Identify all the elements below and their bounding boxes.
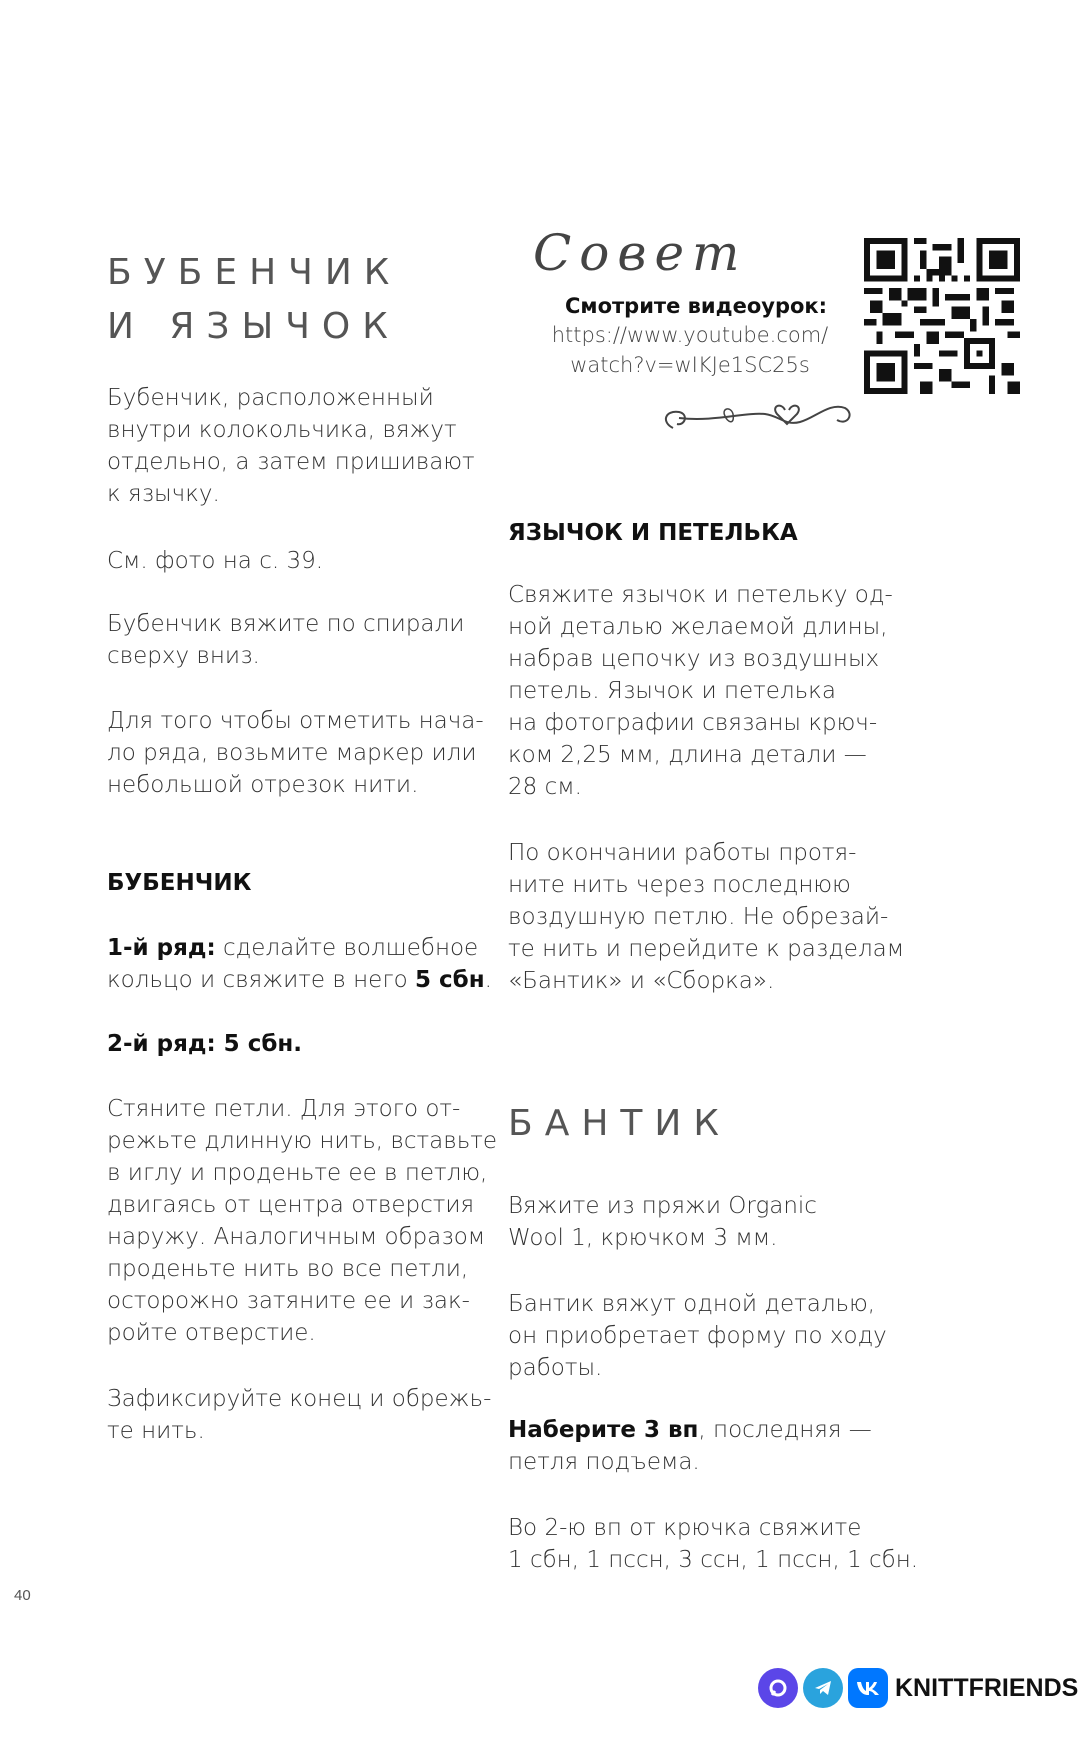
bold-span: 5 сбн [415,967,485,993]
text-line: Вяжите из пряжи Organic [508,1193,817,1219]
paragraph-photo-ref: См. фото на с. 39. [107,548,324,574]
row-label: 1-й ряд: [107,935,216,961]
text-line: По окончании работы протя- [508,840,857,866]
text-line: ком 2,25 мм, длина детали — [508,742,867,768]
title-line: БУБЕНЧИК [107,252,402,293]
tip-subtitle: Смотрите видеоурок: [565,294,828,318]
text-line: ной деталью желаемой длины, [508,614,888,640]
paragraph-row2 [107,1028,302,1060]
text-line: Свяжите язычок и петельку од- [508,582,893,608]
text-line: петля подъема. [508,1449,700,1475]
paragraph-bantik-shape [508,1288,887,1384]
text-line: петель. Язычок и петелька [508,678,836,704]
paragraph-yazychok [508,579,893,803]
text-line: двигаясь от центра отверстия [107,1192,475,1218]
text-line: наружу. Аналогичным образом [107,1224,486,1250]
text-line: он приобретает форму по ходу [508,1323,887,1349]
page-number: 40 [14,1587,31,1604]
url-line: https://www.youtube.com/ [551,323,829,347]
text-line: Бубенчик, расположенный [107,385,434,411]
text-line: Зафиксируйте конец и обрежь- [107,1386,492,1412]
text-line: режьте длинную нить, вставьте [107,1128,498,1154]
paragraph-marker [107,705,484,801]
url-line: watch?v=wIKJe1SC25s [570,353,810,377]
text-line: работы. [508,1355,603,1381]
tip-video-url[interactable] [540,320,840,380]
paragraph-chain [508,1414,872,1478]
paragraph-spiral [107,608,464,672]
vk-icon[interactable] [848,1668,888,1708]
text-line: воздушную петлю. Не обрезай- [508,904,889,930]
subheading-yazychok: ЯЗЫЧОК И ПЕТЕЛЬКА [508,520,798,546]
text-line: ните нить через последнюю [508,872,851,898]
text-line: 1 сбн, 1 пссн, 3 ссн, 1 пссн, 1 сбн. [508,1547,919,1573]
text-line: те нить. [107,1418,205,1444]
text-line: Во 2-ю вп от крючка свяжите [508,1515,862,1541]
text-line: Бубенчик вяжите по спирали [107,611,465,637]
subheading-bubenchik: БУБЕНЧИК [107,870,252,896]
paragraph-finish [107,1383,491,1447]
text-line: отдельно, а затем пришивают [107,449,475,475]
text-span: , последняя — [698,1417,872,1443]
decorative-flourish-icon [655,392,855,442]
tip-title: Совет [533,224,748,282]
text-line: Wool 1, крючком 3 мм. [508,1225,778,1251]
bold-span: Наберите 3 вп [508,1417,699,1443]
paragraph-row1 [107,932,492,996]
text-line: к язычку. [107,481,220,507]
text-line: проденьте нить во все петли, [107,1256,469,1282]
paragraph-intro [107,382,475,510]
text-line: ло ряда, возьмите маркер или [107,740,477,766]
text-line: Бантик вяжут одной деталью, [508,1291,876,1317]
text-line: небольшой отрезок нити. [107,772,419,798]
section-title-bubenchik [107,246,401,354]
paragraph-stitches [508,1512,918,1576]
text-span: кольцо и свяжите в него [107,967,415,993]
text-line: те нить и перейдите к разделам [508,936,905,962]
text-line: ройте отверстие. [107,1320,316,1346]
text-span: сделайте волшебное [215,935,479,961]
text-line: осторожно затяните ее и зак- [107,1288,470,1314]
text-line: на фотографии связаны крюч- [508,710,878,736]
text-line: сверху вниз. [107,643,260,669]
text-line: Стяните петли. Для этого от- [107,1096,461,1122]
text-line: Для того чтобы отметить нача- [107,708,484,734]
text-line: внутри колокольчика, вяжут [107,417,457,443]
text-line: «Бантик» и «Сборка». [508,968,775,994]
paragraph-finish-loop [508,837,904,997]
paragraph-tighten [107,1093,497,1349]
text-line: 28 см. [508,774,582,800]
text-span: . [484,967,492,993]
brand-name[interactable]: KNITTFRIENDS [895,1673,1079,1702]
paragraph-yarn [508,1190,817,1254]
qr-code-icon [864,238,1020,394]
title-line: И ЯЗЫЧОК [107,306,400,347]
text-line: в иглу и проденьте ее в петлю, [107,1160,488,1186]
section-title-bantik: БАНТИК [508,1103,731,1144]
text-line: набрав цепочку из воздушных [508,646,880,672]
max-icon[interactable] [758,1668,798,1708]
row-label: 2-й ряд: 5 сбн. [107,1031,303,1057]
telegram-icon[interactable] [803,1668,843,1708]
footer-brand [758,1668,1078,1708]
